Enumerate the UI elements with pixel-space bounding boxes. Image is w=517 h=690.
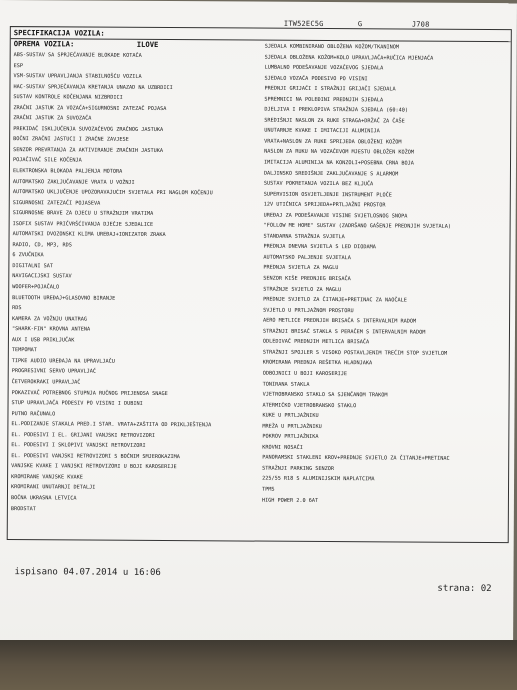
equipment-item: BOČNA UKRASNA LETVICA	[10, 495, 77, 502]
equipment-item: SUSTAV POKRETANJA VOZILA BEZ KLJUČA	[263, 180, 374, 188]
equipment-item: SIGURNOSNI ZATEZAČI POJASEVA	[12, 199, 101, 207]
spec-title: SPECIFIKACIJA VOZILA:	[11, 27, 511, 42]
equipment-item: EL. PODESIVI I SKLOPIVI VANJSKI RETROVIZORI	[11, 442, 146, 450]
equipment-item: STANDARNA STRAŽNJA SVJETLA	[263, 233, 345, 240]
equipment-item: POKROV PRTLJAŽNIKA	[262, 433, 319, 441]
equipment-item: AUX I USB PRIKLJUČAK	[11, 336, 75, 344]
equipment-item: STUP UPRAVLJAČA PODESIV PO VISINI I DUBINI	[11, 400, 143, 407]
equipment-item: ABS-SUSTAV SA SPRJEČAVANJE BLOKADE KOTAČA	[13, 52, 142, 59]
equipment-item: "FOLLOW ME HOME" SUSTAV (ZADRŠANO GAŠENJE PREDNJIH SVJETALA)	[263, 222, 452, 231]
equipment-item: KROVNI NOSAČI	[262, 444, 303, 451]
equipment-item: DALJINSKO SREDIŠNJE ZAKLJUČAVANJE S ALARMOM	[263, 170, 399, 177]
equipment-item: TIPKE AUDIO UREĐAJA NA UPRAVLJAČU	[11, 357, 115, 365]
equipment-item: LUMBALNO PODEŠAVANJE VOZAČEVOG SJEDALA	[264, 64, 384, 72]
variant-letter: G	[357, 20, 363, 29]
equipment-column-right	[262, 42, 452, 507]
equipment-item: KAMERA ZA VOŽNJU UNATRAG	[12, 315, 88, 323]
equipment-item: AUTOMATSKO ZAKLJUČAVANJE VRATA U VOŽNJI	[12, 178, 135, 186]
equipment-item: SENZOR PREVRTANJA ZA AKTIVIRANJE ZRAČNIH JASTUKA	[13, 147, 164, 154]
equipment-item: PREDNJA SVJETLA ZA MAGLU	[263, 265, 339, 272]
equipment-item: WOOFER+POJAČALO	[12, 284, 60, 291]
equipment-item: EL. PODESIVI I EL. GRIJANI VANJSKI RETROVIZORI	[11, 431, 156, 439]
equipment-item: POKAZIVAČ POTREBNOG STUPNJA RUČNOG PRIJENOSA SNAGE	[11, 389, 168, 397]
equipment-item: AUTOMATSKO PALJENJE SVJETALA	[263, 254, 351, 262]
equipment-item: SJEDALO VOZAČA PODESIVO PO VISINI	[264, 75, 368, 82]
vehicle-code: ITW52EC5G	[283, 19, 324, 28]
equipment-item: MREŽA U PRTLJAŽNIKU	[262, 423, 322, 430]
equipment-item: SVJETLO U PRTLJAŽNOM PROSTORU	[263, 307, 354, 314]
equipment-item: BRODSTAT	[10, 505, 36, 512]
print-timestamp: ispisano 04.07.2014 u 16:06	[14, 567, 161, 578]
equipment-item: AUTOMATSKO UKLJUČENJE UPOZORAVAJUĆIH SVJETALA PRI NAGLOM KOČENJU	[12, 189, 213, 197]
equipment-item: BOČNI ZRAČNI JASTUCI I ZRAČNE ZAVJESE	[13, 136, 129, 144]
equipment-item: KROMIRANA PREDNJA REŠETKA HLADNJAKA	[262, 360, 373, 367]
equipment-item: EL. PODESIVI VANJSKI RETROVIZORI S BOČNIM SMJEROKAZIMA	[11, 452, 180, 460]
equipment-item: ODLEDIVAČ PREDNJIH METLICA BRISAČA	[262, 338, 370, 346]
equipment-item: PREDNJI GRIJAČI I STRAŽNJI GRIJAČI SJEDALA	[264, 85, 396, 93]
equipment-item: KROMIRANI UNUTARNJI DETALJI	[11, 484, 96, 492]
equipment-item: DJELJIVA I PREKLOPIVA STRAŽNJA SJEDALA (60:40)	[264, 106, 409, 114]
equipment-item: ZRAČNI JASTUK ZA SUVOZAČA	[13, 115, 92, 122]
equipment-item: ZRAČNI JASTUK ZA VOZAČA+SIGURNOSNI ZATEZAČ POJASA	[13, 104, 167, 112]
equipment-item: UNUTARNJE KVAKE I IMITACIJI ALUMINIJA	[264, 127, 380, 135]
equipment-item: ESP	[13, 62, 23, 69]
equipment-item: TPMS	[261, 486, 275, 493]
equipment-item: SENZOR KIŠE PREDNJEG BRISAČA	[263, 275, 351, 283]
equipment-item: SJEDALA OBLOŽENA KOŽOM+KOLO UPRAVLJAČA+RUČICA MJENJAČA	[264, 54, 434, 62]
equipment-item: PANORAMSKI STAKLENI KROV+PREDNJE SVJETLO ZA ČITANJE+PRETINAC	[262, 454, 450, 463]
equipment-item: UREĐAJ ZA PODEŠAVANJE VISINE SVJETLOSNOG SNOPA	[263, 212, 408, 220]
equipment-item: VSM-SUSTAV UPRAVLJANJA STABILNOŠĆU VOZILA	[13, 73, 142, 80]
equipment-item: 12V UTIČNICA SPRIJEDA+PRTLJAŽNI PROSTOR	[263, 201, 386, 209]
equipment-item: ISOFIX SUSTAV PRIČVRŠĆIVANJA DJEČJE SJEDALICE	[12, 220, 154, 228]
equipment-item: AUTOMATSKI DVOZONSKI KLIMA UREĐAJ+IONIZATOR ZRAKA	[12, 231, 166, 239]
equipment-column-left	[11, 50, 214, 515]
equipment-item: KUKE U PRTLJAŽNIKU	[262, 412, 319, 420]
equipment-item: ELEKTRONSKA BLOKADA PALJENJA MOTORA	[12, 168, 123, 175]
equipment-item: PREDNJA DNEVNA SVJETLA S LED DIODAMA	[263, 244, 376, 251]
equipment-item: EL.PODIZANJE STAKALA PRED.I STAR. VRATA+ZAŠTITA OD PRIKLJEŠTENJA	[11, 421, 212, 429]
equipment-item: "SHARK-FIN" KROVNA ANTENA	[11, 326, 91, 333]
equipment-item: TONIRANA STAKLA	[262, 381, 310, 388]
equipment-item: NAVIGACIJSKI SUSTAV	[12, 273, 72, 280]
equipment-item: VJETROBRANSKO STAKLO SA SJENČANOM TRAKOM	[262, 391, 388, 399]
equipment-item: TEMPOMAT	[11, 347, 37, 354]
equipment-item: SUSTAV KONTROLE KOČENJANA NIZBRDICI	[13, 94, 123, 101]
equipment-item: VANJSKE KVAKE I VANJSKI RETROVIZORI U BOJI KAROSERIJE	[11, 463, 177, 471]
equipment-item: HAC-SUSTAV SPRJEČAVANJA KRETANJA UNAZAD NA UZBRDICI	[13, 83, 173, 91]
equipment-item: ČETVEROKRAKI UPRAVLJAČ	[11, 379, 81, 386]
equipment-item: POJAČIVAČ SILE KOČENJA	[13, 157, 82, 164]
equipment-item: 225/55 R18 S ALUMINIJSKIM NAPLATCIMA	[262, 476, 375, 483]
equipment-item: STRAŽNJI PARKING SENZOR	[262, 465, 335, 472]
page-number: strana: 02	[437, 583, 492, 595]
equipment-item: STRAŽNJI SPOJLER S VISOKO POSTAVLJENIM TREĆIM STOP SVJETLOM	[262, 349, 448, 357]
equipment-item: NASLON ZA RUKU NA VOZAČEVOM MJESTU OBLOŽEN KOŽOM	[264, 149, 415, 157]
equipment-item: STRAŽNJE SVJETLO ZA MAGLU	[263, 286, 342, 293]
equipment-item: SJEDALA KOMBINIRANO OBLOŽENA KOŽOM/TKANINOM	[264, 43, 400, 51]
equipment-item: HIGH POWER 2.0 6AT	[261, 497, 319, 504]
equipment-item: IMITACIJA ALUMINIJA NA KONZOLI+POSEBNA CRNA BOJA	[263, 159, 414, 167]
header-line	[12, 18, 512, 29]
equipment-item: RDS	[12, 305, 22, 312]
trim-value: ILOVE	[136, 39, 159, 49]
equipment-item: ATERMIČKO VJETROBRANSKO STAKLO	[262, 402, 357, 409]
equipment-item: BLUETOOTH UREĐAJ+GLASOVNO BIRANJE	[12, 294, 116, 302]
equipment-item: 6 ZVUČNIKA	[12, 252, 44, 259]
equipment-item: KROMIRANE VANJSKE KVAKE	[11, 473, 83, 481]
equipment-item: SPREMNICI NA POLEĐINI PREDNJIH SJEDALA	[264, 96, 384, 104]
document-number: J708	[411, 20, 430, 29]
equipment-item: DIGITALNI SAT	[12, 263, 54, 270]
equipment-item: PROGRESIVNI SERVO UPRAVLJAČ	[11, 368, 97, 375]
trim-label: OPREMA VOZILA:	[13, 39, 75, 49]
background-floor	[0, 640, 517, 690]
equipment-item: STRAŽNJI BRISAČ STAKLA S PERAČEM S INTERVALNIM RADOM	[262, 328, 426, 336]
equipment-item: VRATA+NASLON ZA RUKE SPRIJEDA OBLOŽENI KOŽOM	[264, 138, 402, 146]
specification-table	[7, 26, 512, 543]
equipment-item: PUTNO RAČUNALO	[11, 410, 56, 417]
equipment-item: RADIO, CD, MP3, RDS	[12, 241, 72, 249]
equipment-item: SUPERVISION OSVJETLJENJE INSTRUMENT PLOČE	[263, 191, 392, 199]
equipment-item: AERO METLICE PREDNJIH BRISAČA S INTERVALNIM RADOM	[263, 317, 417, 325]
equipment-item: ODBOJNICI U BOJI KAROSERIJE	[262, 370, 348, 378]
equipment-item: PREKIDAČ ISKLJUČENJA SUVOZAČEVOG ZRAČNOG JASTUKA	[13, 125, 164, 133]
equipment-item: PREDNJE SVJETLO ZA ČITANJE+PRETINAC ZA NAOČALE	[263, 296, 407, 304]
equipment-item: SREDIŠNJI NASLON ZA RUKE STRAGA+DRŽAČ ZA ČAŠE	[264, 117, 405, 125]
equipment-item: SIGURNOSNE BRAVE ZA DJECU U STRAŽNJIM VRATIMA	[12, 210, 154, 218]
